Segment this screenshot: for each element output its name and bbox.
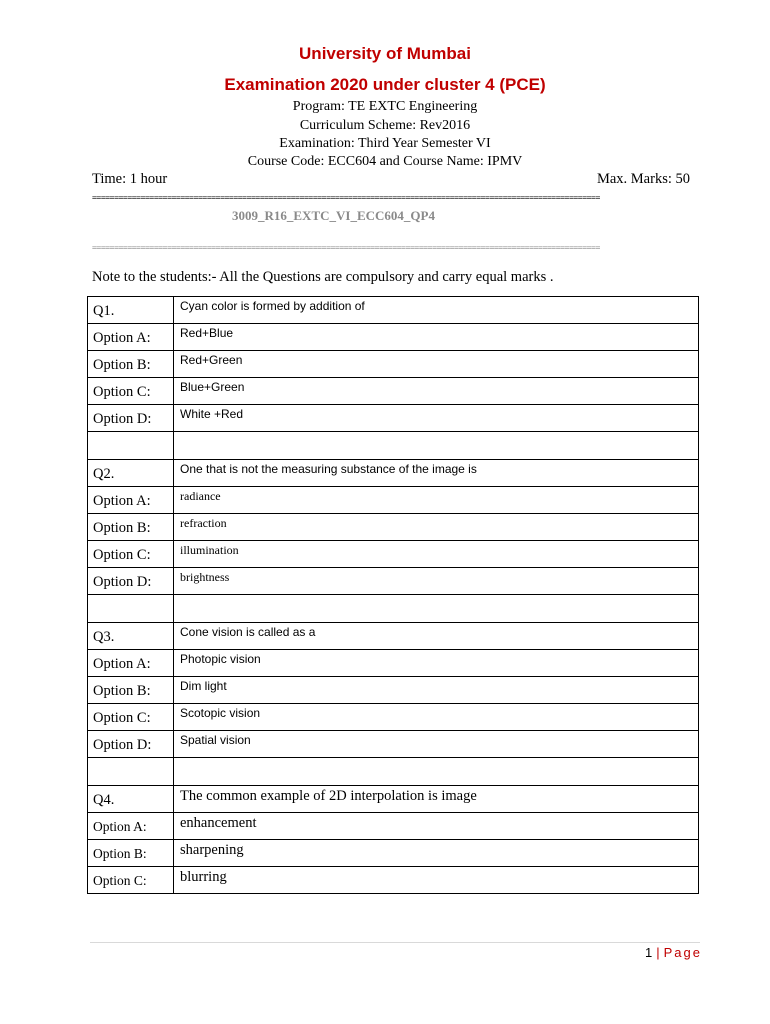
examination-line: Examination: Third Year Semester VI (279, 136, 491, 151)
option-label: Option A: (88, 813, 174, 840)
option-text: blurring (174, 867, 699, 894)
course-line: Course Code: ECC604 and Course Name: IPMV (247, 154, 523, 169)
option-row (88, 487, 699, 514)
option-label: Option B: (88, 351, 174, 378)
university-title: University of Mumbai (299, 44, 471, 63)
option-text: Scotopic vision (174, 704, 699, 731)
option-row (88, 378, 699, 405)
option-text: refraction (174, 514, 699, 541)
program-line: Program: TE EXTC Engineering (292, 99, 478, 114)
footer-separator: | (656, 945, 660, 960)
students-note: Note to the students:- All the Questions are compulsory and carry equal marks . (92, 269, 554, 285)
option-label: Option B: (88, 840, 174, 867)
option-text: Photopic vision (174, 650, 699, 677)
option-label: Option C: (88, 867, 174, 894)
option-label: Option B: (88, 514, 174, 541)
option-row (88, 677, 699, 704)
question-row (88, 297, 699, 324)
spacer-row (88, 595, 699, 623)
time-marks-row (92, 171, 690, 188)
option-label: Option D: (88, 405, 174, 432)
option-text: Red+Green (174, 351, 699, 378)
question-row (88, 786, 699, 813)
marks-text: Max. Marks: 50 (596, 171, 690, 187)
spacer-cell (88, 432, 174, 460)
spacer-row (88, 758, 699, 786)
scheme-line: Curriculum Scheme: Rev2016 (299, 118, 471, 133)
option-row (88, 731, 699, 758)
option-row (88, 351, 699, 378)
spacer-cell (88, 595, 174, 623)
page-number: 1 (645, 945, 653, 960)
option-row (88, 541, 699, 568)
option-row (88, 405, 699, 432)
option-row (88, 650, 699, 677)
option-label: Option C: (88, 541, 174, 568)
option-text: illumination (174, 541, 699, 568)
option-label: Option C: (88, 704, 174, 731)
option-label: Option A: (88, 650, 174, 677)
questions-table (87, 296, 699, 894)
question-label: Q3. (88, 623, 174, 650)
footer-divider (90, 942, 700, 943)
option-label: Option D: (88, 568, 174, 595)
top-rule: =================================================================================================================== (92, 193, 600, 202)
spacer-cell (174, 595, 699, 623)
paper-code: 3009_R16_EXTC_VI_ECC604_QP4 (232, 208, 435, 223)
option-row (88, 840, 699, 867)
option-text: Blue+Green (174, 378, 699, 405)
question-text: One that is not the measuring substance of the image is (174, 460, 699, 487)
option-row (88, 813, 699, 840)
question-text: The common example of 2D interpolation is image (174, 786, 699, 813)
option-text: Dim light (174, 677, 699, 704)
time-text: Time: 1 hour (92, 171, 168, 187)
question-label: Q4. (88, 786, 174, 813)
question-row (88, 623, 699, 650)
bottom-rule: =================================================================================================================== (92, 243, 600, 252)
option-text: Red+Blue (174, 324, 699, 351)
page-footer (645, 945, 702, 960)
option-text: Spatial vision (174, 731, 699, 758)
question-text: Cone vision is called as a (174, 623, 699, 650)
option-label: Option A: (88, 487, 174, 514)
spacer-cell (88, 758, 174, 786)
option-text: White +Red (174, 405, 699, 432)
option-label: Option B: (88, 677, 174, 704)
option-row (88, 324, 699, 351)
question-label: Q1. (88, 297, 174, 324)
exam-title: Examination 2020 under cluster 4 (PCE) (224, 75, 546, 94)
option-text: enhancement (174, 813, 699, 840)
question-text: Cyan color is formed by addition of (174, 297, 699, 324)
question-row (88, 460, 699, 487)
page-word: Page (663, 945, 702, 960)
option-row (88, 514, 699, 541)
option-row (88, 867, 699, 894)
spacer-cell (174, 432, 699, 460)
option-label: Option A: (88, 324, 174, 351)
question-label: Q2. (88, 460, 174, 487)
option-row (88, 704, 699, 731)
option-label: Option D: (88, 731, 174, 758)
option-text: radiance (174, 487, 699, 514)
option-label: Option C: (88, 378, 174, 405)
option-row (88, 568, 699, 595)
spacer-row (88, 432, 699, 460)
spacer-cell (174, 758, 699, 786)
option-text: sharpening (174, 840, 699, 867)
option-text: brightness (174, 568, 699, 595)
